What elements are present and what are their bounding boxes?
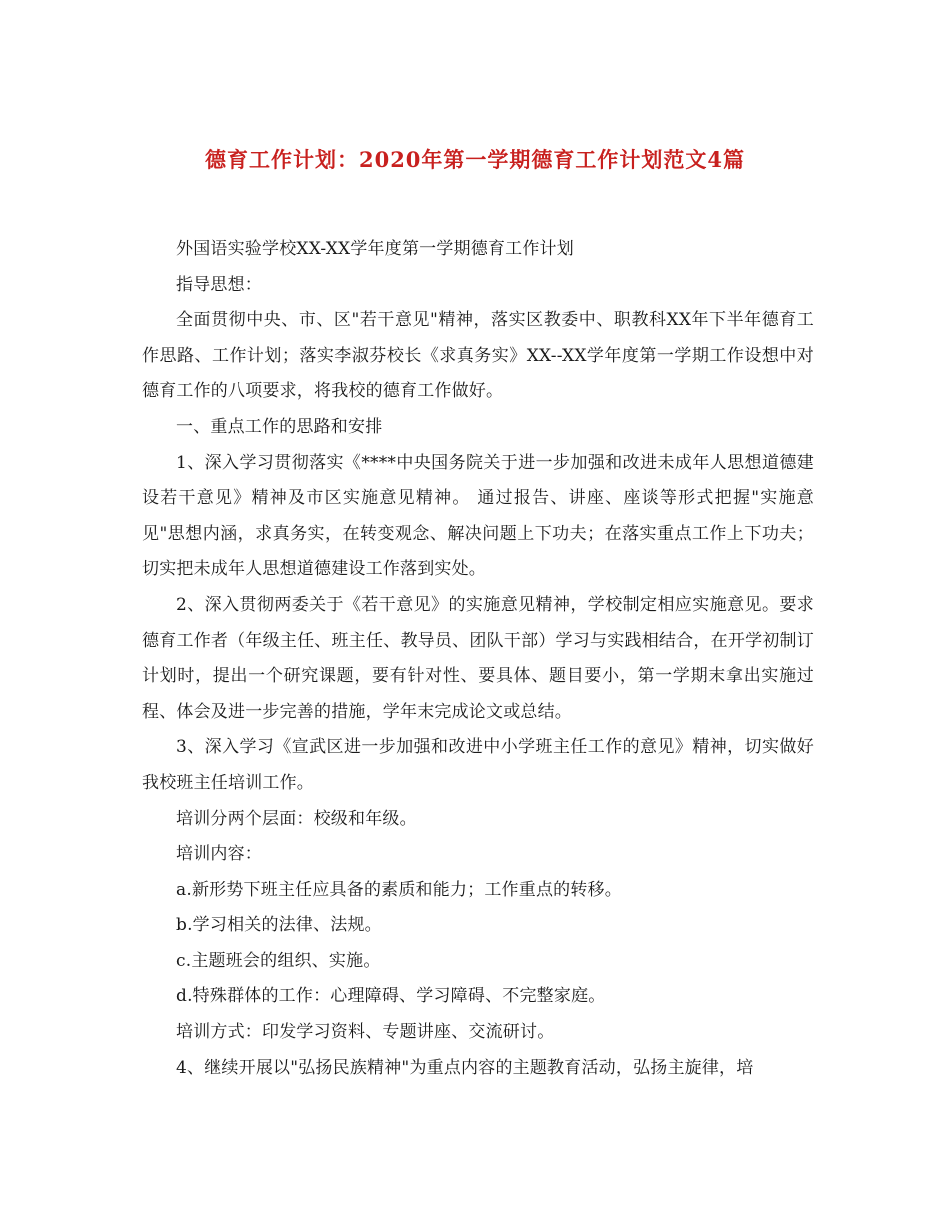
school-plan-heading: 外国语实验学校XX-XX学年度第一学期德育工作计划 (176, 239, 574, 259)
guiding-ideology-label: 指导思想： (176, 274, 262, 295)
training-content-a: a.新形势下班主任应具备的素质和能力；工作重点的转移。 (176, 879, 622, 900)
item-3-paragraph: 3、深入学习《宣武区进一步加强和改进中小学班主任工作的意见》精神，切实做好我校班主任培训工作。 (142, 737, 814, 793)
item-4-paragraph: 4、继续开展以"弘扬民族精神"为重点内容的主题教育活动，弘扬主旋律，培 (176, 1057, 754, 1078)
document-title: 德育工作计划：2020年第一学期德育工作计划范文4篇 (204, 147, 746, 172)
training-content-c: c.主题班会的组织、实施。 (176, 950, 381, 971)
section-heading-key-work: 一、重点工作的思路和安排 (176, 416, 383, 437)
training-content-d: d.特殊群体的工作：心理障碍、学习障碍、不完整家庭。 (176, 986, 606, 1007)
item-1-paragraph: 1、深入学习贯彻落实《****中央国务院关于进一步加强和改进未成年人思想道德建设若干意见》精神及市区实施意见精神。 通过报告、讲座、座谈等形式把握"实施意见"思想内涵，求真务实，在转变观念、解决问题上下功夫；在落实重点工作上下功夫；切实把未成年人思想道德建设工作落到实处。 (142, 452, 814, 580)
guiding-ideology-paragraph: 全面贯彻中央、市、区"若干意见"精神，落实区教委中、职教科XX年下半年德育工作思路、工作计划；落实李淑芬校长《求真务实》XX--XX学年度第一学期工作设想中对德育工作的八项要求，将我校的德育工作做好。 (142, 310, 814, 402)
training-content-label: 培训内容： (176, 844, 262, 865)
training-content-b: b.学习相关的法律、法规。 (176, 915, 382, 936)
item-2-paragraph: 2、深入贯彻两委关于《若干意见》的实施意见精神，学校制定相应实施意见。要求德育工作者（年级主任、班主任、教导员、团队干部）学习与实践相结合，在开学初制订计划时，提出一个研究课题，要有针对性、要具体、题目要小，第一学期末拿出实施过程、体会及进一步完善的措施，学年末完成论文或总结。 (142, 594, 814, 722)
document-body (142, 232, 814, 1086)
training-levels-paragraph: 培训分两个层面：校级和年级。 (176, 808, 417, 829)
training-method-paragraph: 培训方式：印发学习资料、专题讲座、交流研讨。 (176, 1022, 555, 1043)
